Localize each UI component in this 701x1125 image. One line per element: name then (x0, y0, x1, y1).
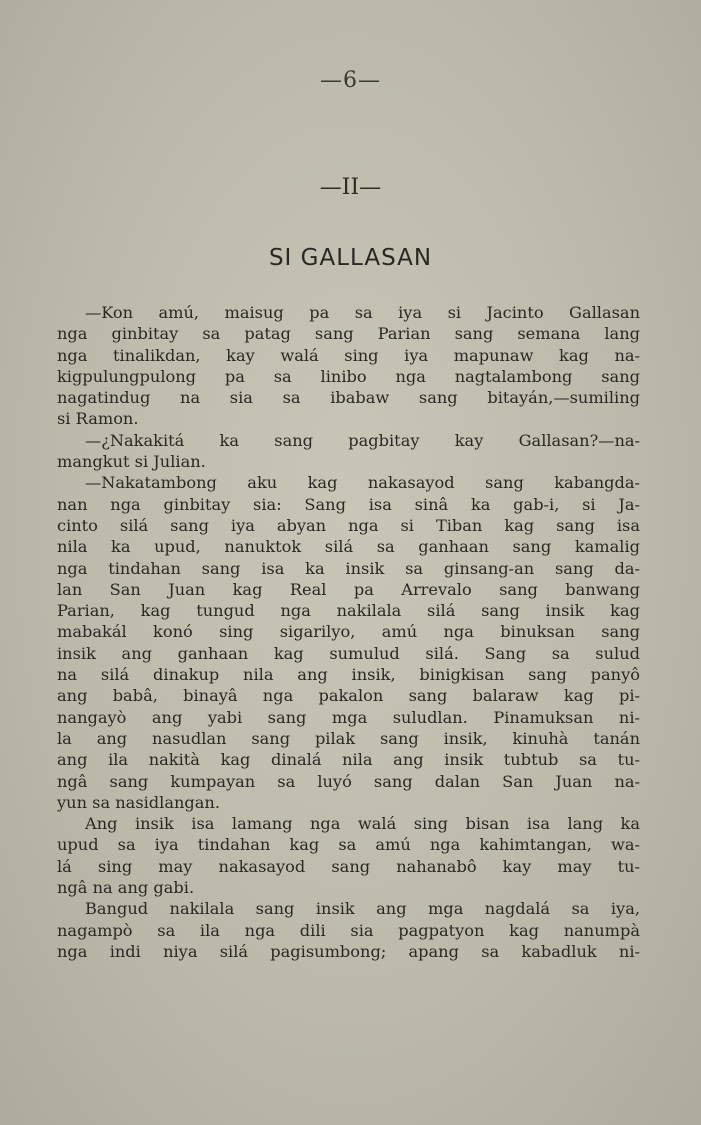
chapter-title: SI GALLASAN (268, 245, 433, 271)
text-line: nan nga ginbitay sia: Sang isa sinâ ka gab-i, si Ja- (57, 494, 640, 514)
text-line: kigpulungpulong pa sa linibo nga nagtalambong sang (57, 366, 640, 386)
text-line: nga tindahan sang isa ka insik sa ginsang-an sang da- (57, 558, 640, 578)
text-line: Parian, kag tungud nga nakilala silá sang insik kag (57, 601, 640, 621)
text-line: ngâ na ang gabi. (57, 878, 195, 898)
page-number: —6— (320, 68, 381, 93)
text-line: nagampò sa ila nga dili sia pagpatyon kag nanumpà (57, 920, 640, 940)
text-line: Bangud nakilala sang insik ang mga nagdalá sa iya, (85, 899, 640, 919)
text-line: la ang nasudlan sang pilak sang insik, kinuhà tanán (57, 728, 640, 748)
text-line: mangkut si Julian. (57, 452, 206, 472)
text-line: nangayò ang yabi sang mga suludlan. Pinamuksan ni- (57, 707, 640, 727)
text-line: lan San Juan kag Real pa Arrevalo sang banwang (57, 579, 640, 599)
text-line: ngâ sang kumpayan sa luyó sang dalan San Juan na- (57, 771, 640, 791)
text-line: si Ramon. (57, 409, 139, 429)
text-line: nila ka upud, nanuktok silá sa ganhaan sang kamalig (57, 537, 640, 557)
text-body (57, 302, 640, 962)
text-line: mabakál konó sing sigarilyo, amú nga binuksan sang (57, 622, 640, 642)
text-line: ang babâ, binayâ nga pakalon sang balaraw kag pi- (57, 686, 640, 706)
text-line: —Nakatambong aku kag nakasayod sang kabangda- (85, 473, 640, 493)
text-line: upud sa iya tindahan kag sa amú nga kahimtangan, wa- (57, 835, 640, 855)
text-line: nga ginbitay sa patag sang Parian sang semana lang (57, 324, 640, 344)
text-line: cinto silá sang iya abyan nga si Tiban kag sang isa (57, 515, 640, 535)
text-line: ang ila nakità kag dinalá nila ang insik tubtub sa tu- (57, 750, 640, 770)
text-line: na silá dinakup nila ang insik, binigkisan sang panyô (57, 665, 640, 685)
text-line: nga indi niya silá pagisumbong; apang sa kabadluk ni- (57, 941, 640, 961)
text-line: yun sa nasidlangan. (57, 792, 221, 812)
chapter-number: —II— (319, 175, 382, 200)
text-line: lá sing may nakasayod sang nahanabô kay may tu- (57, 856, 640, 876)
text-line: nagatindug na sia sa ibabaw sang bitayán,—sumiling (57, 388, 640, 408)
text-line: Ang insik isa lamang nga walá sing bisan isa lang ka (85, 814, 640, 834)
text-line: insik ang ganhaan kag sumulud silá. Sang sa sulud (57, 643, 640, 663)
text-line: —¿Nakakitá ka sang pagbitay kay Gallasan?—na- (85, 430, 640, 450)
text-line: nga tinalikdan, kay walá sing iya mapunaw kag na- (57, 345, 640, 365)
text-line: —Kon amú, maisug pa sa iya si Jacinto Gallasan (85, 303, 640, 322)
